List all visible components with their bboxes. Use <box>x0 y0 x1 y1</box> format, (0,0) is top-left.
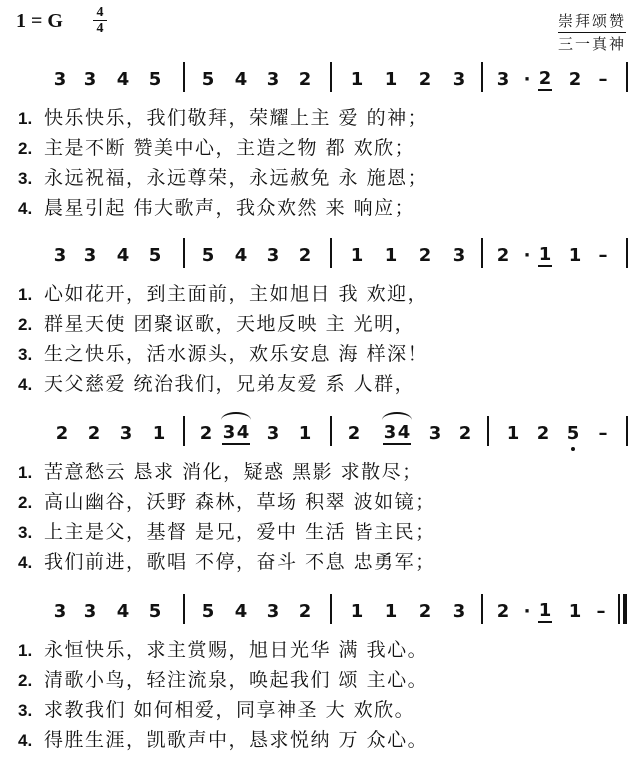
note: 5 <box>148 601 162 622</box>
note: 4 <box>234 601 248 622</box>
final-bar-line-thick <box>623 594 627 624</box>
note: 5 <box>148 245 162 266</box>
note: 1 <box>350 69 364 90</box>
note: 1 <box>384 601 398 622</box>
note: 2 <box>536 423 550 444</box>
note: 3 <box>53 601 67 622</box>
verse-number: 4. <box>18 199 33 218</box>
note: 2 <box>496 601 510 622</box>
verse-number: 1. <box>18 641 33 660</box>
bar-line <box>481 594 483 624</box>
lyric-line <box>18 341 638 367</box>
lyric-line <box>18 459 638 485</box>
bar-line <box>487 416 489 446</box>
note: 2 <box>347 423 361 444</box>
note: 3 <box>266 601 280 622</box>
verse-text: 求教我们 如何相爱，同享神圣 大 欢欣。 <box>44 699 416 721</box>
note: 3 <box>266 245 280 266</box>
lyric-line <box>18 489 638 515</box>
note: 2 <box>418 601 432 622</box>
verse-text: 苦意愁云 恳求 消化，疑惑 黑影 求散尽； <box>44 461 423 483</box>
verse-text: 永远祝福，永远尊荣，永远赦免 永 施恩； <box>44 167 429 189</box>
bar-line <box>481 238 483 268</box>
bar-line <box>183 594 185 624</box>
note: 2 <box>55 423 69 444</box>
note: 2 <box>298 601 312 622</box>
note: 4 <box>234 245 248 266</box>
verse-text: 生之快乐，活水源头，欢乐安息 海 样深！ <box>44 343 429 365</box>
verse-number: 3. <box>18 701 33 720</box>
verse-number: 1. <box>18 463 33 482</box>
note: 2 <box>418 69 432 90</box>
bar-line <box>626 416 628 446</box>
verse-number: 4. <box>18 731 33 750</box>
bar-line <box>626 238 628 268</box>
verse-text: 天父慈爱 统治我们，兄弟友爱 系 人群， <box>44 373 416 395</box>
key-signature: 1 = G <box>16 10 63 32</box>
note: 3 <box>266 69 280 90</box>
verse-text: 群星天使 团聚讴歌，天地反映 主 光明， <box>44 313 416 335</box>
note: 1 <box>384 245 398 266</box>
bar-line <box>330 594 332 624</box>
note: 2 <box>298 69 312 90</box>
note: 1 <box>506 423 520 444</box>
note: 2 <box>298 245 312 266</box>
lyric-line <box>18 281 638 307</box>
note: 2 <box>496 245 510 266</box>
time-signature-denominator: 4 <box>96 21 104 36</box>
lyric-line <box>18 371 638 397</box>
verse-number: 1. <box>18 285 33 304</box>
lyric-line <box>18 697 638 723</box>
note: 3 <box>452 69 466 90</box>
verse-text: 主是不断 赞美中心，主造之物 都 欢欣； <box>44 137 416 159</box>
note: 1 <box>350 601 364 622</box>
verse-text: 心如花开，到主面前，主如旭日 我 欢迎， <box>44 283 429 305</box>
verse-number: 2. <box>18 671 33 690</box>
note: 2 <box>418 245 432 266</box>
note-dash: – <box>596 601 606 622</box>
lyric-line <box>18 165 638 191</box>
verse-number: 3. <box>18 169 33 188</box>
note: 3 <box>83 601 97 622</box>
note: 4 <box>116 601 130 622</box>
lyric-line <box>18 667 638 693</box>
bar-line <box>183 62 185 92</box>
note: 3 <box>452 245 466 266</box>
note-dash: – <box>598 423 608 444</box>
note: 2 <box>568 69 582 90</box>
verse-text: 高山幽谷，沃野 森林，草场 积翠 波如镜； <box>44 491 436 513</box>
verse-number: 2. <box>18 315 33 334</box>
note: 5 <box>148 69 162 90</box>
note-eighth: 1 <box>538 600 552 621</box>
note: 3 <box>428 423 442 444</box>
verse-text: 我们前进，歌唱 不停，奋斗 不息 忠勇军； <box>44 551 436 573</box>
bar-line <box>183 238 185 268</box>
note: 3 <box>266 423 280 444</box>
note: 2 <box>458 423 472 444</box>
note: 1 <box>350 245 364 266</box>
note: 3 <box>119 423 133 444</box>
note: 3 <box>496 69 510 90</box>
note-dash: – <box>598 245 608 266</box>
verse-text: 晨星引起 伟大歌声，我众欢然 来 响应； <box>44 197 416 219</box>
note: 5 <box>201 245 215 266</box>
note-eighth: 4 <box>236 422 250 443</box>
notation-row-4 <box>0 600 644 630</box>
note-eighth: 1 <box>538 244 552 265</box>
augmentation-dot: · <box>523 245 531 266</box>
note: 1 <box>298 423 312 444</box>
verse-number: 3. <box>18 345 33 364</box>
note: 2 <box>87 423 101 444</box>
note-eighth: 3 <box>222 422 236 443</box>
verse-text: 清歌小鸟，轻注流泉，唤起我们 颂 主心。 <box>44 669 429 691</box>
note-lower-octave: 5 <box>566 423 580 444</box>
title-line-1: 崇拜颂赞 <box>558 10 626 33</box>
lyric-line <box>18 549 638 575</box>
verse-number: 2. <box>18 139 33 158</box>
notation-row-2 <box>0 244 644 274</box>
note: 3 <box>53 245 67 266</box>
note: 1 <box>568 601 582 622</box>
note-dash: – <box>598 69 608 90</box>
bar-line <box>626 62 628 92</box>
verse-text: 快乐快乐，我们敬拜，荣耀上主 爱 的神； <box>44 107 429 129</box>
bar-line <box>330 238 332 268</box>
note-eighth: 4 <box>397 422 411 443</box>
augmentation-dot: · <box>523 69 531 90</box>
lyric-line <box>18 135 638 161</box>
verse-text: 得胜生涯，凯歌声中，恳求悦纳 万 众心。 <box>44 729 429 751</box>
note: 3 <box>83 69 97 90</box>
lyric-line <box>18 727 638 753</box>
bar-line <box>330 62 332 92</box>
lyric-line <box>18 637 638 663</box>
note: 2 <box>199 423 213 444</box>
verse-number: 4. <box>18 375 33 394</box>
lyric-line <box>18 519 638 545</box>
note: 3 <box>83 245 97 266</box>
verse-text: 永恒快乐，求主赏赐，旭日光华 满 我心。 <box>44 639 429 661</box>
final-bar-line-thin <box>618 594 620 624</box>
verse-number: 1. <box>18 109 33 128</box>
bar-line <box>330 416 332 446</box>
lyric-line <box>18 105 638 131</box>
title-line-2: 三一真神 <box>557 35 626 53</box>
note: 3 <box>452 601 466 622</box>
lyric-line <box>18 311 638 337</box>
note: 1 <box>568 245 582 266</box>
hymn-title <box>558 10 626 55</box>
note: 4 <box>116 69 130 90</box>
note: 1 <box>384 69 398 90</box>
note: 1 <box>152 423 166 444</box>
notation-row-1 <box>0 68 644 98</box>
bar-line <box>481 62 483 92</box>
augmentation-dot: · <box>523 601 531 622</box>
verse-number: 4. <box>18 553 33 572</box>
verse-text: 上主是父，基督 是兄，爱中 生活 皆主民； <box>44 521 436 543</box>
time-signature <box>93 6 107 35</box>
bar-line <box>183 416 185 446</box>
note: 5 <box>201 69 215 90</box>
note-eighth: 2 <box>538 68 552 89</box>
time-signature-numerator: 4 <box>93 6 107 21</box>
note: 5 <box>201 601 215 622</box>
note: 4 <box>234 69 248 90</box>
note: 4 <box>116 245 130 266</box>
verse-number: 2. <box>18 493 33 512</box>
lyric-line <box>18 195 638 221</box>
verse-number: 3. <box>18 523 33 542</box>
note: 3 <box>53 69 67 90</box>
note-eighth: 3 <box>383 422 397 443</box>
notation-row-3 <box>0 422 644 452</box>
